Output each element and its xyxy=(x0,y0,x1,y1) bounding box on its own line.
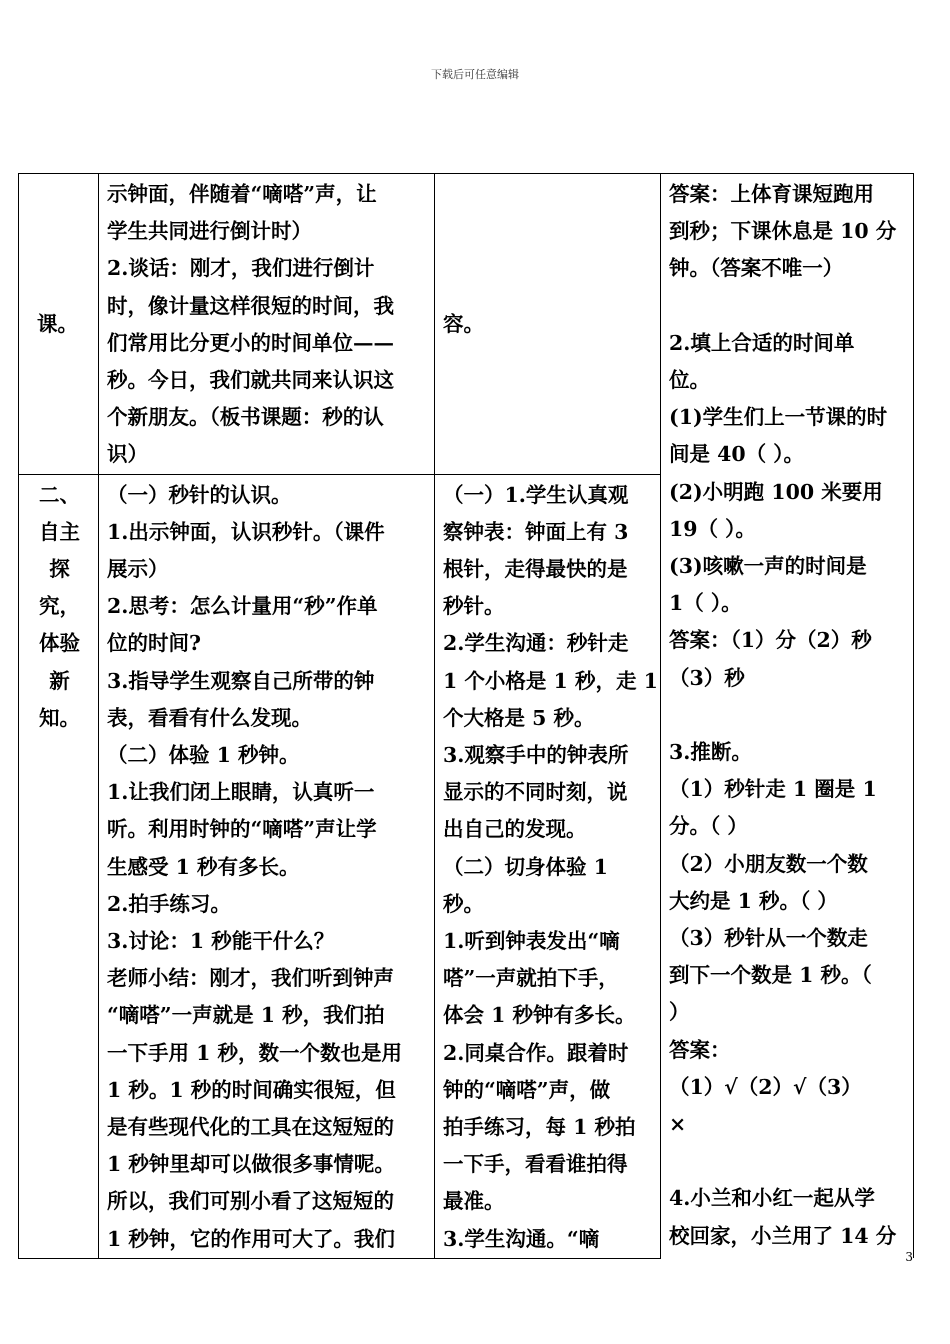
text-line: 钟的“嘀嗒”声，做 xyxy=(443,1077,611,1102)
table-row xyxy=(19,174,914,475)
text-line: 体验 xyxy=(39,631,80,656)
text-line: 根针，走得最快的是 xyxy=(443,557,628,582)
text-line: 1.听到钟表发出“嘀 xyxy=(443,929,620,954)
text-line: 到秒；下课休息是 10 分 xyxy=(669,219,897,244)
text-line: 位。 xyxy=(669,368,710,392)
page-header-note: 下载后可任意编辑 xyxy=(431,68,519,81)
text-line: 自主 xyxy=(39,519,80,544)
text-line: (1)学生们上一节课的时 xyxy=(669,405,888,430)
text-line: 体会 1 秒钟有多长。 xyxy=(443,1003,636,1028)
text-line: 1 秒钟，它的作用可大了。我们 xyxy=(107,1226,395,1251)
text-line: 答案： xyxy=(669,1037,731,1062)
text-line: 最准。 xyxy=(443,1189,505,1214)
text-line: 2.思考：怎么计量用“秒”作单 xyxy=(107,594,378,619)
student-activity-cell xyxy=(435,174,661,475)
text-line: 间是 40（ ）。 xyxy=(669,442,805,467)
text-line: （1）√（2）√（3） xyxy=(669,1074,862,1099)
text-line: 到下一个数是 1 秒。（ xyxy=(669,963,872,988)
text-line: 3.学生沟通。“嘀 xyxy=(443,1226,600,1251)
text-line: 2.填上合适的时间单 xyxy=(669,330,855,355)
text-line: （3）秒 xyxy=(669,665,745,690)
text-line: 嗒”一声就拍下手， xyxy=(443,966,619,991)
text-line: 一下手，看看谁拍得 xyxy=(443,1152,628,1177)
text-line: （二）切身体验 1 xyxy=(443,854,608,879)
exercise-answer-cell xyxy=(661,174,914,1259)
text-line: 学生共同进行倒计时） xyxy=(107,219,312,244)
text-line: 显示的不同时刻，说 xyxy=(443,780,628,805)
text-line: 二、 xyxy=(39,482,80,507)
text-line: 3.推断。 xyxy=(669,740,752,765)
text-line: 4.小兰和小红一起从学 xyxy=(669,1186,875,1211)
text-line: 1 秒钟里却可以做很多事情呢。 xyxy=(107,1152,395,1177)
text-line: (2)小明跑 100 米要用 xyxy=(669,479,883,504)
text-line: 个大格是 5 秒。 xyxy=(443,705,595,730)
text-line: 3.讨论：1 秒能干什么？ xyxy=(107,929,335,954)
text-line: 新 xyxy=(49,668,70,693)
text-line: × xyxy=(669,1112,687,1137)
text-line: （1）秒针走 1 圈是 1 xyxy=(669,777,877,802)
text-line: 秒针。 xyxy=(443,594,505,619)
text-line: 老师小结：刚才，我们听到钟声 xyxy=(107,966,394,991)
text-line: 3.指导学生观察自己所带的钟 xyxy=(107,668,375,693)
page-number: 3 xyxy=(905,1250,913,1264)
text-line xyxy=(669,697,907,734)
text-line: 生感受 1 秒有多长。 xyxy=(107,854,300,879)
stage-cell xyxy=(19,474,99,1258)
text-line: 一下手用 1 秒，数一个数也是用 xyxy=(107,1040,403,1065)
text-line: 拍手练习，每 1 秒拍 xyxy=(443,1115,636,1140)
text-line: （一）秒针的认识。 xyxy=(107,482,292,507)
text-line: 课。 xyxy=(37,312,78,337)
text-line: 个新朋友。（板书课题：秒的认 xyxy=(107,405,384,430)
text-line: 时，像计量这样很短的时间，我 xyxy=(107,293,394,318)
lesson-plan-table xyxy=(18,173,914,1259)
text-line xyxy=(669,288,907,325)
teacher-activity-cell xyxy=(99,474,435,1258)
text-line: （3）秒针从一个数走 xyxy=(669,926,868,951)
stage-cell xyxy=(19,174,99,475)
text-line: 2.拍手练习。 xyxy=(107,891,231,916)
text-line: 答案：上体育课短跑用 xyxy=(669,182,874,206)
text-line: 识） xyxy=(107,442,148,467)
text-line: 出自己的发现。 xyxy=(443,817,587,842)
text-line: 示钟面，伴随着“嘀嗒”声，让 xyxy=(107,182,377,206)
text-line: 钟。（答案不唯一） xyxy=(669,256,844,281)
student-activity-cell xyxy=(435,474,661,1258)
text-line: 是有些现代化的工具在这短短的 xyxy=(107,1115,394,1140)
text-line: 容。 xyxy=(443,312,484,337)
text-line: 表，看看有什么发现。 xyxy=(107,705,312,730)
text-line: 答案：（1）分（2）秒 xyxy=(669,628,872,653)
text-line: 们常用比分更小的时间单位—— xyxy=(107,330,394,355)
text-line: （2）小朋友数一个数 xyxy=(669,851,868,876)
text-line: 展示） xyxy=(107,557,169,582)
text-line: 察钟表：钟面上有 3 xyxy=(443,519,629,544)
text-line: 位的时间? xyxy=(107,631,202,656)
text-line: “嘀嗒”一声就是 1 秒，我们拍 xyxy=(107,1003,385,1028)
text-line: 3.观察手中的钟表所 xyxy=(443,743,629,768)
text-line: 1（ ）。 xyxy=(669,591,742,616)
text-line: ） xyxy=(669,1000,690,1025)
text-line: (3)咳嗽一声的时间是 xyxy=(669,554,867,579)
text-line: 19（ ）。 xyxy=(669,516,756,541)
text-line: （一）1.学生认真观 xyxy=(443,482,629,507)
text-line: 秒。今日，我们就共同来认识这 xyxy=(107,368,394,393)
text-line: 探 xyxy=(49,557,70,582)
text-line: 2.同桌合作。跟着时 xyxy=(443,1040,629,1065)
teacher-activity-cell xyxy=(99,174,435,475)
text-line: 究， xyxy=(39,594,80,619)
text-line: 知。 xyxy=(39,705,80,730)
text-line xyxy=(669,1143,907,1180)
text-line: 听。利用时钟的“嘀嗒”声让学 xyxy=(107,817,377,842)
text-line: 大约是 1 秒。（ ） xyxy=(669,888,838,913)
text-line: 校回家，小兰用了 14 分 xyxy=(669,1223,897,1248)
text-line: 分。（ ） xyxy=(669,814,748,839)
text-line: 2.学生沟通：秒针走 xyxy=(443,631,629,656)
text-line: 所以，我们可别小看了这短短的 xyxy=(107,1189,394,1214)
text-line: 2.谈话：刚才，我们进行倒计 xyxy=(107,256,375,281)
text-line: （二）体验 1 秒钟。 xyxy=(107,743,300,768)
text-line: 1 个小格是 1 秒，走 1 xyxy=(443,668,658,693)
text-line: 秒。 xyxy=(443,891,484,916)
text-line: 1.让我们闭上眼睛，认真听一 xyxy=(107,780,375,805)
text-line: 1 秒。1 秒的时间确实很短，但 xyxy=(107,1077,396,1102)
text-line: 1.出示钟面，认识秒针。（课件 xyxy=(107,519,385,544)
